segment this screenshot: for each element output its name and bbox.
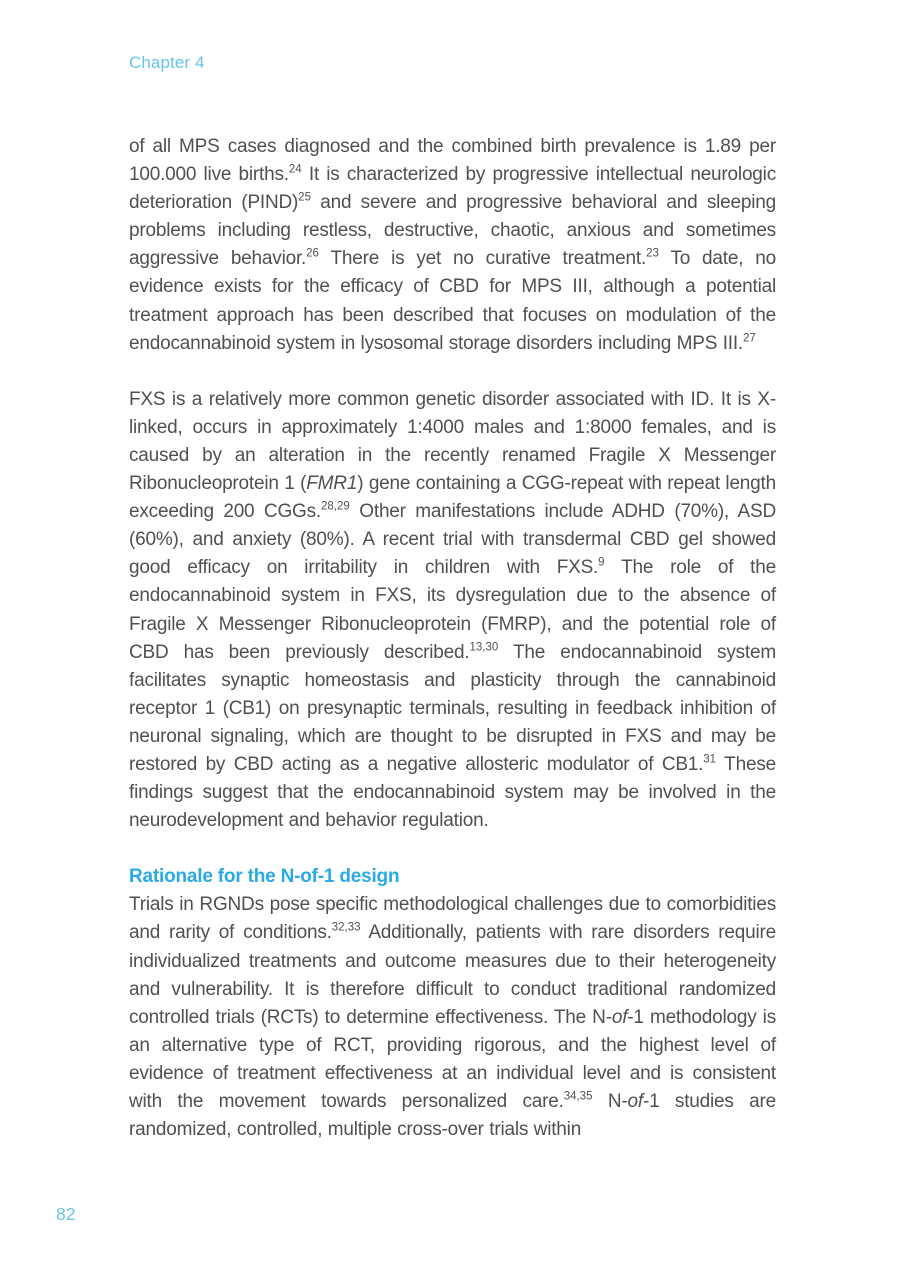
paragraph-rationale: Trials in RGNDs pose specific methodological challenges due to comorbidities and rarity of conditions.$^{32,33}$ Additionally, patients with rare disorders require individualized treatments and outcome measures due to their heterogeneity and vulnerability. It is therefore difficult to conduct traditional randomized controlled trials (RCTs) to determine effectiveness. The N-of-1 methodology is an alternative type of RCT, providing rigorous, and the highest level of evidence of treatment effectiveness at an individual level and is consistent with the movement towards personalized care.$^{34,35}$ N-of-1 studies are randomized, controlled, multiple cross-over trials within [129,894,777,1141]
paragraph-fxs: FXS is a relatively more common genetic disorder associated with ID. It is X-linked, occurs in approximately 1:4000 males and 1:8000 females, and is caused by an alteration in the recently renamed Fragile X Messenger Ribonucleoprotein 1 (FMR1) gene containing a CGG-repeat with repeat length exceeding 200 CGGs.$^{28,29}$ Other manifestations include ADHD (70%), ASD (60%), and anxiety (80%). A recent trial with transdermal CBD gel showed good efficacy on irritability in children with FXS.$^9$ The role of the endocannabinoid system in FXS, its dysregulation due to the absence of Fragile X Messenger Ribonucleoprotein (FMRP), and the potential role of CBD has been previously described.$^{13,30}$ The endocannabinoid system facilitates synaptic homeostasis and plasticity through the cannabinoid receptor 1 (CB1) on presynaptic terminals, resulting in feedback inhibition of neuronal signaling, which are thought to be disrupted in FXS and may be restored by CBD acting as a negative allosteric modulator of CB1.31 These findings suggest that the endocannabinoid system may be involved in the neurodevelopment and behavior regulation. [129,388,777,832]
page-body [129,133,776,1172]
section-heading-rationale: Rationale for the N-of-1 design [129,866,400,888]
chapter-header: Chapter 4 [129,53,205,72]
page-number: 82 [56,1204,76,1224]
paragraph-mps: of all MPS cases diagnosed and the combined birth prevalence is 1.89 per 100.000 live births.$^{24}$ It is characterized by progressive intellectual neurologic deterioration (PIND)$^{25}$ and severe and progressive behavioral and sleeping problems including restless, destructive, chaotic, anxious and sometimes aggressive behavior.$^{26}$ There is yet no curative treatment.$^{23}$ To date, no evidence exists for the efficacy of CBD for MPS III, although a potential treatment approach has been described that focuses on modulation of the endocannabinoid system in lysosomal storage disorders including MPS III.$^{27}$ [129,136,776,354]
